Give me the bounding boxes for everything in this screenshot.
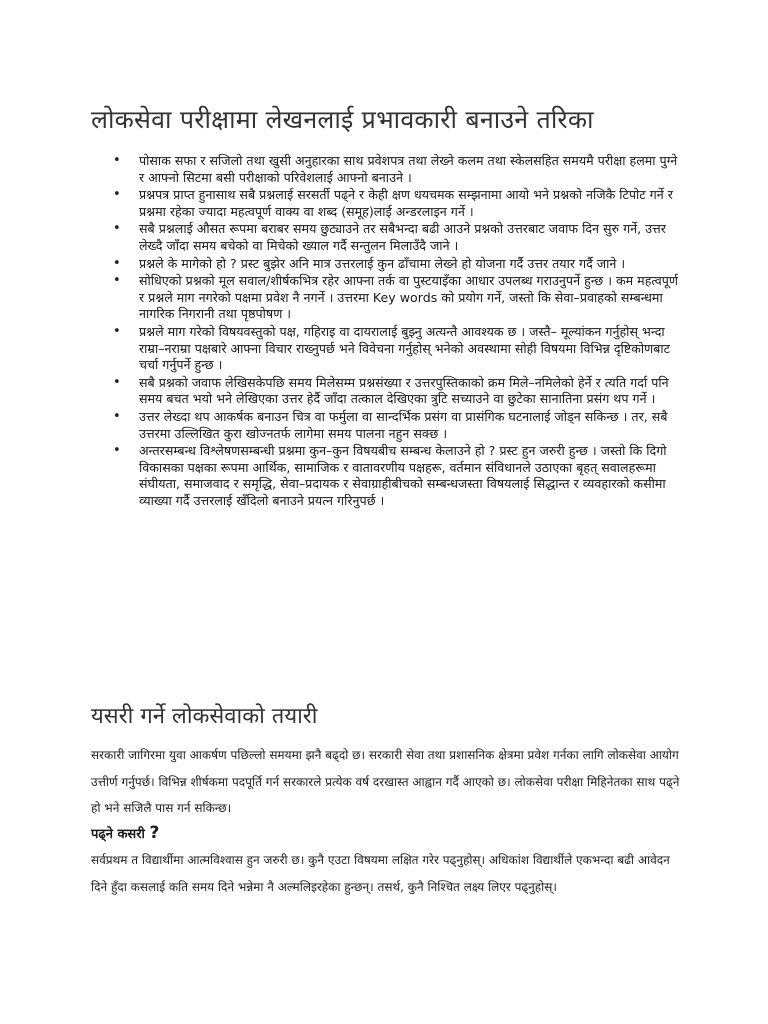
- list-item: • प्रश्नले के मागेको हो ? प्रस्ट बुझेर अनि मात्र उत्तरलाई कुन ढाँचामा लेख्ने हो योजना गर्दै उत्तर तयार गर्दै जाने ।: [112, 256, 684, 273]
- subheading-text: पढ्ने कसरी: [91, 827, 145, 842]
- list-item: • पोसाक सफा र सजिलो तथा खुसी अनुहारका साथ प्रवेशपत्र तथा लेख्ने कलम तथा स्केलसहित समयमै परीक्षा हलमा पुग्ने र आफ्नो सिटमा बसी परीक्षाको परिवेशलाई आफ्नो बनाउने ।: [112, 153, 684, 186]
- list-item: • प्रश्नपत्र प्राप्त हुनासाथ सबै प्रश्नलाई सरसर्ती पढ्ने र केही क्षण धयचमक सम्झनामा आयो भने प्रश्नको नजिकै टिपोट गर्ने र प्रश्नमा रहेका ज्यादा महत्वपूर्ण वाक्य वा शब्द (समूह)लाई अन्डरलाइन गर्ने ।: [112, 187, 684, 220]
- list-item: • प्रश्नले माग गरेको विषयवस्तुको पक्ष, गहिराइ वा दायरालाई बुझ्नु अत्यन्तै आवश्यक छ । जस्तै– मूल्यांकन गर्नुहोस् भन्दा राम्रा–नराम्रा पक्षबारे आफ्ना विचार राख्नुपर्छ भने विवेचना गर्नुहोस् भनेको अवस्थामा सोही विषयमा विभिन्न दृष्टिकोणबाट चर्चा गर्नुपर्ने हुन्छ ।: [112, 324, 684, 374]
- intro-paragraph: सरकारी जागिरमा युवा आकर्षण पछिल्लो समयमा झनै बढ्दो छ। सरकारी सेवा तथा प्रशासनिक क्षेत्रमा प्रवेश गर्नका लागि लोकसेवा आयोग उत्तीर्ण गर्नुपर्छ। विभिन्न शीर्षकमा पदपूर्ति गर्न सरकारले प्रत्येक वर्ष दरखास्त आह्वान गर्दै आएको छ। लोकसेवा परीक्षा मिहिनेतका साथ पढ्ने हो भने सजिलै पास गर्न सकिन्छ।: [91, 748, 680, 815]
- list-item: • सोधिएको प्रश्नको मूल सवाल/शीर्षकभित्र रहेर आफ्ना तर्क वा पुस्टयाइँका आधार उपलब्ध गराउनुपर्ने हुन्छ । कम महत्वपूर्ण र प्रश्नले माग नगरेको पक्षमा प्रवेश नै नगर्ने । उत्तरमा Key words को प्रयोग गर्ने, जस्तो कि सेवा–प्रवाहको सम्बन्धमा नागरिक निगरानी तथा पृष्ठपोषण ।: [112, 273, 684, 323]
- list-item: • उत्तर लेख्दा थप आकर्षक बनाउन चित्र वा फर्मुला वा सान्दर्भिक प्रसंग वा प्रासंगिक घटनालाई जोड्न सकिन्छ । तर, सबै उत्तरमा उल्लिखित कुरा खोज्नतर्फ लागेमा समय पालना नहुन सक्छ ।: [112, 409, 684, 442]
- section-heading: यसरी गर्ने लोकसेवाको तयारी: [91, 704, 318, 729]
- document-title: लोकसेवा परीक्षामा लेखनलाई प्रभावकारी बनाउने तरिका: [91, 105, 594, 134]
- question-mark: ?: [149, 823, 160, 843]
- tips-list: [112, 153, 684, 510]
- list-item: • सबै प्रश्नलाई औसत रूपमा बराबर समय छुट्याउने तर सबैभन्दा बढी आउने प्रश्नको उत्तरबाट जवाफ दिन सुरु गर्ने, उत्तर लेख्दै जाँदा समय बचेको वा मिचेको ख्याल गर्दै सन्तुलन मिलाउँदै जाने ।: [112, 221, 684, 254]
- list-item: • अन्तरसम्बन्ध विश्लेषणसम्बन्धी प्रश्नमा कुन–कुन विषयबीच सम्बन्ध केलाउने हो ? प्रस्ट हुन जरुरी हुन्छ । जस्तो कि दिगो विकासका पक्षका रूपमा आर्थिक, सामाजिक र वातावरणीय पक्षहरू, वर्तमान संविधानले उठाएका बृहत् सवालहरूमा संघीयता, समाजवाद र समृद्धि, सेवा–प्रदायक र सेवाग्राहीबीचको सम्बन्धजस्ता विषयलाई सिद्धान्त र व्यवहारको कसीमा व्याख्या गर्दै उत्तरलाई खँदिलो बनाउने प्रयत्न गरिनुपर्छ ।: [112, 443, 684, 509]
- subheading: [91, 823, 159, 845]
- body-paragraph: सर्वप्रथम त विद्यार्थीमा आत्मविश्वास हुन जरुरी छ। कुनै एउटा विषयमा लक्षित गरेर पढ्नुहोस्। अधिकांश विद्यार्थीले एकभन्दा बढी आवेदन दिने हुँदा कसलाई कति समय दिने भन्नेमा नै अल्मलिइरहेका हुन्छन्। तसर्थ, कुनै निश्चित लक्ष्य लिएर पढ्नुहोस्।: [91, 853, 670, 894]
- list-item: • सबै प्रश्नको जवाफ लेखिसकेपछि समय मिलेसम्म प्रश्नसंख्या र उत्तरपुस्तिकाको क्रम मिले–नमिलेको हेर्ने र त्यति गर्दा पनि समय बचत भयो भने लेखिएका उत्तर हेर्दै जाँदा तत्काल देखिएका त्रुटि सच्याउने वा छुटेका सानातिना प्रसंग थप गर्ने ।: [112, 375, 684, 408]
